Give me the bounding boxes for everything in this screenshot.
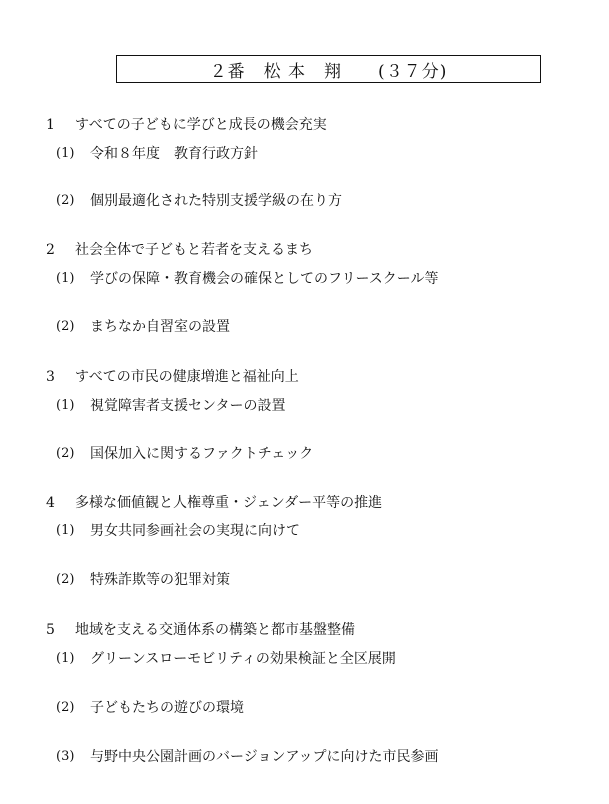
subtopic-text: 特殊詐欺等の犯罪対策 [90,572,230,588]
subtopic-text: 個別最適化された特別支援学級の在り方 [90,193,342,209]
subtopic-text: 国保加入に関するファクトチェック [90,446,314,462]
subtopic-text: 視覚障害者支援センターの設置 [90,398,286,414]
subtopic-text: まちなか自習室の設置 [90,319,230,335]
subtopic-number: (2) [56,319,75,334]
subtopic-number: (2) [56,446,75,461]
topic-heading-text: 多様な価値観と人権尊重・ジェンダー平等の推進 [75,495,383,511]
topic-heading-text: 地域を支える交通体系の構築と都市基盤整備 [75,622,355,638]
topic-number: 1 [46,117,55,133]
subtopic-number: (2) [56,572,75,587]
topic-heading-text: 社会全体で子どもと若者を支えるまち [75,242,313,258]
subtopic-text: 男女共同参画社会の実現に向けて [90,523,300,539]
subtopic-number: (1) [56,651,75,666]
subtopic-number: (1) [56,398,75,413]
subtopic-number: (1) [56,271,75,286]
subtopic-text: 学びの保障・教育機会の確保としてのフリースクール等 [90,271,439,287]
subtopic-text: 子どもたちの遊びの環境 [90,700,244,716]
topic-number: 2 [46,242,55,258]
topic-heading-text: すべての市民の健康増進と福祉向上 [75,369,299,385]
subtopic-number: (1) [56,146,75,161]
subtopic-number: (2) [56,193,75,208]
topic-number: 5 [46,622,55,638]
speaker-title-box: ２番 松 本 翔 (３７分) [116,55,541,83]
topic-heading-text: すべての子どもに学びと成長の機会充実 [75,117,327,133]
subtopic-text: グリーンスローモビリティの効果検証と全区展開 [90,651,396,667]
subtopic-number: (1) [56,523,75,538]
topic-number: 3 [46,369,55,385]
subtopic-number: (3) [56,749,75,764]
subtopic-number: (2) [56,700,75,715]
subtopic-text: 令和８年度 教育行政方針 [90,146,258,162]
topic-number: 4 [46,495,55,511]
subtopic-text: 与野中央公園計画のバージョンアップに向けた市民参画 [90,749,439,765]
